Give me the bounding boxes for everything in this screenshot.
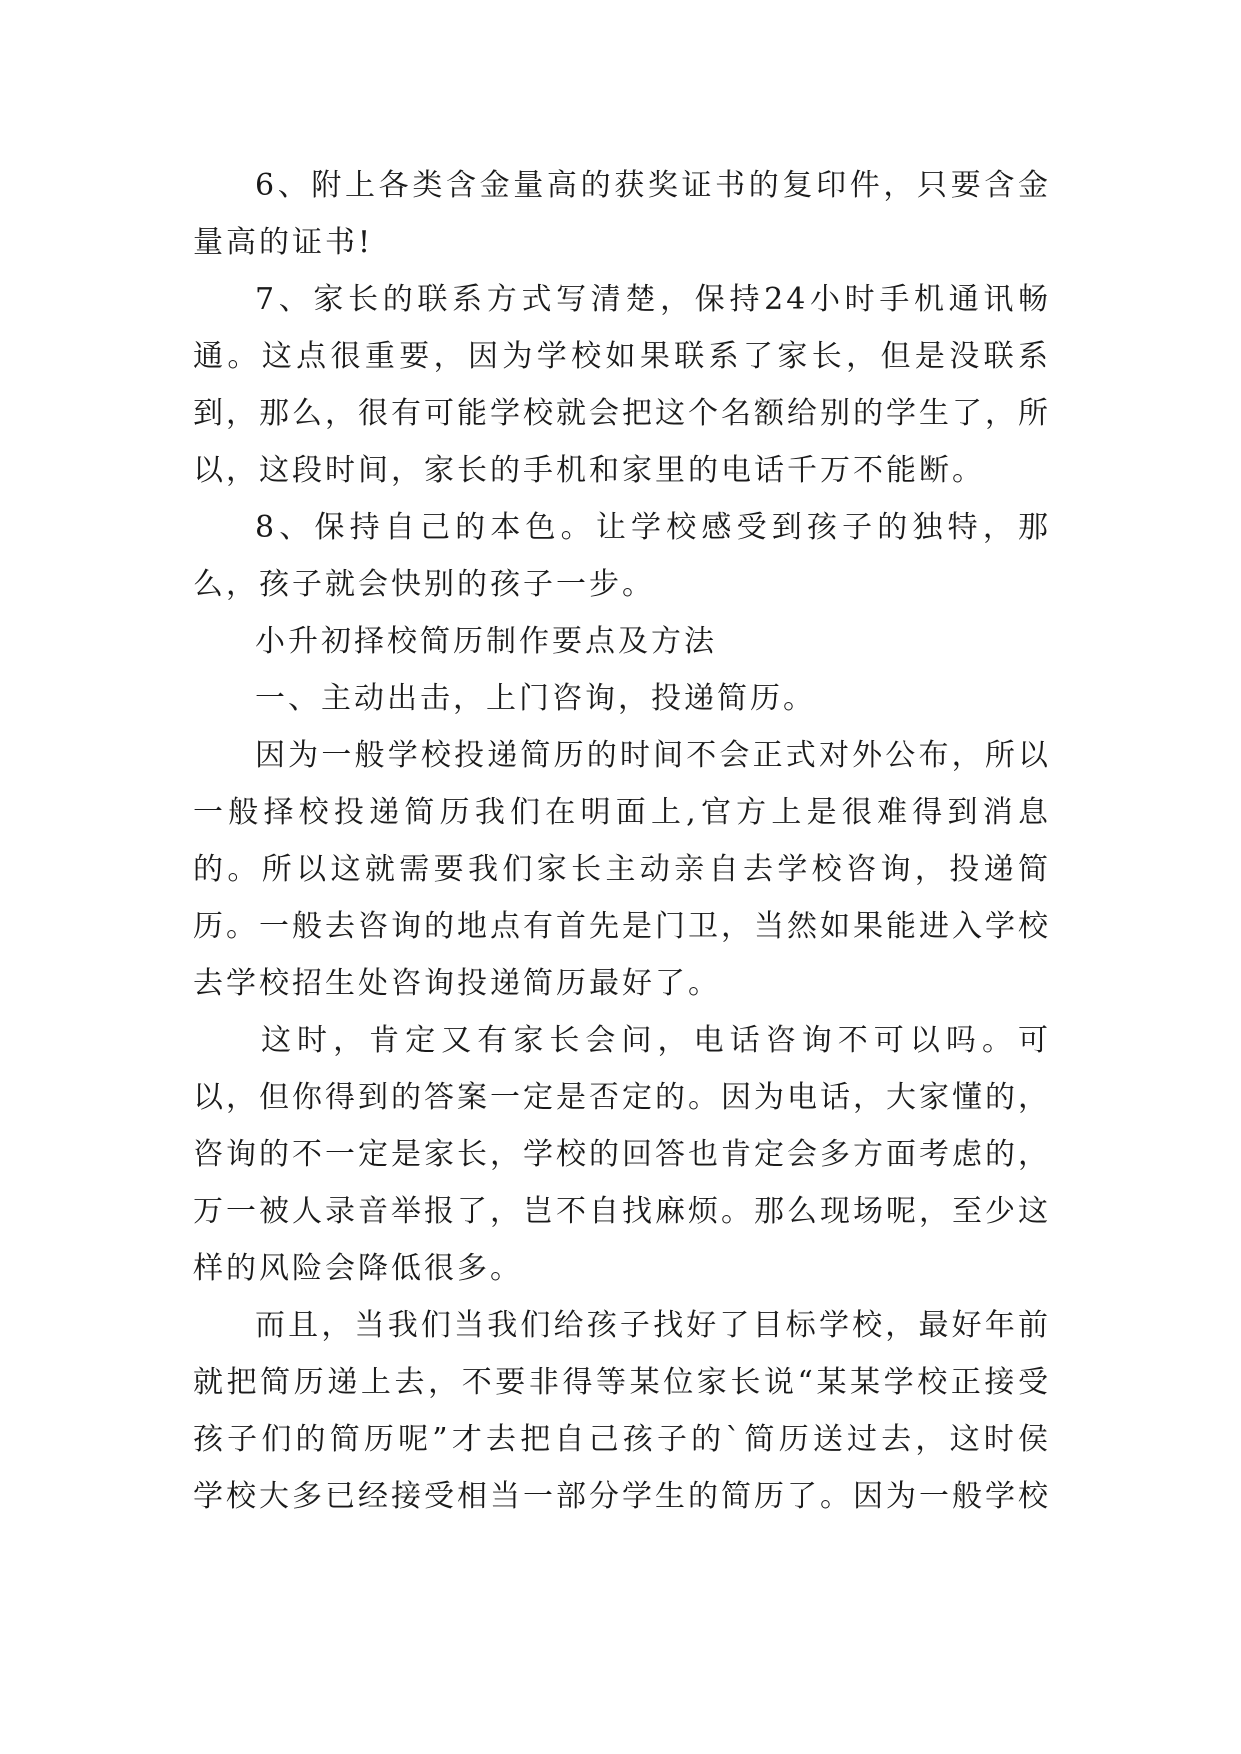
paragraph-submit-in-person: 因为一般学校投递简历的时间不会正式对外公布，所以一般择校投递简历我们在明面上,官方上是很难得到消息的。所以这就需要我们家长主动亲自去学校咨询，投递简历。一般去咨询的地点有首先是门卫，当然如果能进入学校去学校招生处咨询投递简历最好了。	[193, 738, 1051, 1001]
section-heading: 小升初择校简历制作要点及方法	[255, 624, 717, 659]
paragraph-submit-early: 而且，当我们当我们给孩子找好了目标学校，最好年前就把简历递上去，不要非得等某位家长说“某某学校正接受孩子们的简历呢”才去把自己孩子的`简历送过去，这时侯学校大多已经接受相当一部分学生的简历了。因为一般学校	[193, 1308, 1051, 1514]
subsection-heading: 一、主动出击，上门咨询，投递简历。	[255, 681, 816, 716]
document-body	[193, 157, 1051, 1525]
paragraph-certificates: 6、附上各类含金量高的获奖证书的复印件，只要含金量高的证书!	[193, 168, 1051, 260]
paragraph-be-yourself: 8、保持自己的本色。让学校感受到孩子的独特，那么，孩子就会快别的孩子一步。	[193, 510, 1051, 602]
paragraph-phone-inquiry: 这时，肯定又有家长会问，电话咨询不可以吗。可以，但你得到的答案一定是否定的。因为电话，大家懂的，咨询的不一定是家长，学校的回答也肯定会多方面考虑的，万一被人录音举报了，岂不自找麻烦。那么现场呢，至少这样的风险会降低很多。	[193, 1023, 1051, 1286]
paragraph-parent-contact: 7、家长的联系方式写清楚，保持24小时手机通讯畅通。这点很重要，因为学校如果联系了家长，但是没联系到，那么，很有可能学校就会把这个名额给别的学生了，所以，这段时间，家长的手机和家里的电话千万不能断。	[193, 282, 1051, 488]
